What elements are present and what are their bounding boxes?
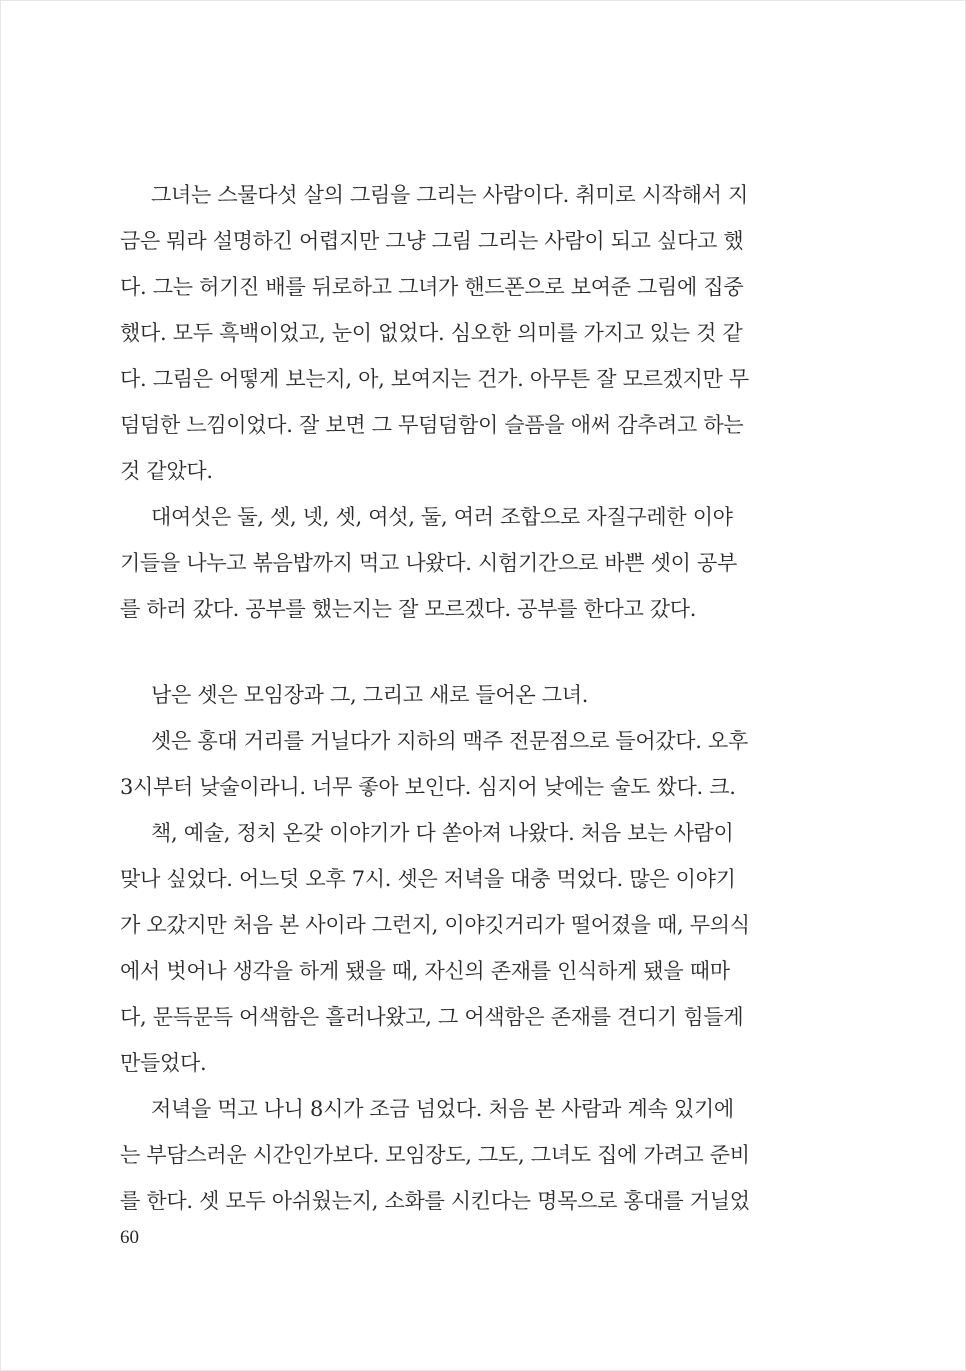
page-number: 60	[120, 1227, 139, 1248]
text-line: 그녀는 스물다섯 살의 그림을 그리는 사람이다. 취미로 시작해서 지	[151, 183, 748, 207]
text-line: 를 한다. 셋 모두 아쉬웠는지, 소화를 시킨다는 명목으로 홍대를 거닐었	[120, 1189, 750, 1213]
text-line: 에서 벗어나 생각을 하게 됐을 때, 자신의 존재를 인식하게 됐을 때마	[120, 959, 730, 983]
text-line: 다. 그림은 어떻게 보는지, 아, 보여지는 건가. 아무튼 잘 모르겠지만 무	[120, 367, 749, 391]
text-line: 덤덤한 느낌이었다. 잘 보면 그 무덤덤함이 슬픔을 애써 감추려고 하는	[120, 413, 744, 437]
text-line: 대여섯은 둘, 셋, 넷, 셋, 여섯, 둘, 여러 조합으로 자질구레한 이야	[151, 505, 733, 529]
text-line: 책, 예술, 정치 온갖 이야기가 다 쏟아져 나왔다. 처음 보는 사람이	[151, 821, 734, 845]
text-line: 다, 문득문득 어색함은 흘러나왔고, 그 어색함은 존재를 견디기 힘들게	[120, 1005, 744, 1029]
text-line: 저녁을 먹고 나니 8시가 조금 넘었다. 처음 본 사람과 계속 있기에	[151, 1097, 734, 1121]
text-line: 했다. 모두 흑백이었고, 눈이 없었다. 심오한 의미를 가지고 있는 것 같	[120, 321, 743, 345]
text-section-top	[120, 172, 792, 632]
text-line: 가 오갔지만 처음 본 사이라 그런지, 이야깃거리가 떨어졌을 때, 무의식	[120, 913, 750, 937]
text-line: 남은 셋은 모임장과 그, 그리고 새로 들어온 그녀.	[151, 683, 589, 707]
text-line: 를 하러 갔다. 공부를 했는지는 잘 모르겠다. 공부를 한다고 갔다.	[120, 597, 697, 621]
text-line: 금은 뭐라 설명하긴 어렵지만 그냥 그림 그리는 사람이 되고 싶다고 했	[120, 229, 744, 253]
text-section-bottom	[120, 672, 792, 1224]
text-line: 만들었다.	[120, 1051, 207, 1075]
text-line: 셋은 홍대 거리를 거닐다가 지하의 맥주 전문점으로 들어갔다. 오후	[151, 729, 748, 753]
text-line: 기들을 나누고 볶음밥까지 먹고 나왔다. 시험기간으로 바쁜 셋이 공부	[120, 551, 737, 575]
text-line: 것 같았다.	[120, 459, 213, 483]
text-line: 맞나 싶었다. 어느덧 오후 7시. 셋은 저녁을 대충 먹었다. 많은 이야기	[120, 867, 736, 891]
text-line: 다. 그는 허기진 배를 뒤로하고 그녀가 핸드폰으로 보여준 그림에 집중	[120, 275, 744, 299]
text-line: 는 부담스러운 시간인가보다. 모임장도, 그도, 그녀도 집에 가려고 준비	[120, 1143, 750, 1167]
text-line: 3시부터 낮술이라니. 너무 좋아 보인다. 심지어 낮에는 술도 쌌다. 크.	[120, 775, 736, 799]
